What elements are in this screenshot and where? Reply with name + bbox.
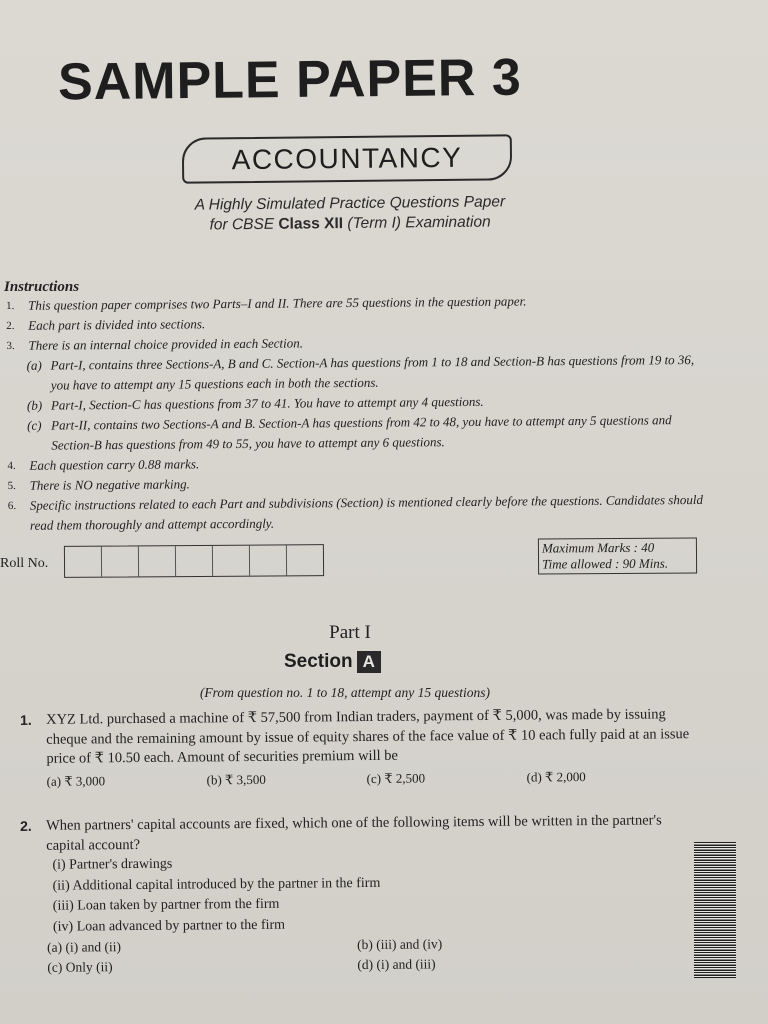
option-c[interactable]: (c) ₹ 2,500 xyxy=(366,769,426,786)
item-text: Specific instructions related to each Part and subdivisions (Section) is mentioned clearly before the questions. Candidates should read them thoroughly and attempt accordingly. xyxy=(29,491,704,533)
time-allowed: Time allowed : 90 Mins. xyxy=(542,555,669,572)
roll-digit-box[interactable] xyxy=(102,546,139,576)
question-number: 1. xyxy=(20,711,32,728)
statement: (ii) Additional capital introduced by the partner in the firm xyxy=(52,875,381,894)
item-number: 6. xyxy=(7,499,17,512)
option-b[interactable]: (b) (iii) and (iv) xyxy=(357,936,443,953)
statement: (i) Partner's drawings xyxy=(52,856,173,873)
instructions-list xyxy=(6,290,708,536)
question-text: XYZ Ltd. purchased a machine of ₹ 57,500 from Indian traders, payment of ₹ 5,000, was made by issuing cheque and the remaining amount by issue of equity shares of the face value of ₹ 10 each fully paid at an issue price of ₹ 10.50 each. Amount of securities premium will be xyxy=(46,706,690,767)
question-2 xyxy=(20,811,701,978)
question-1 xyxy=(20,705,701,791)
tagline-line-1: A Highly Simulated Practice Questions Paper xyxy=(194,193,506,214)
subitem-text: Part-I, Section-C has questions from 37 to 41. You have to attempt any 4 questions. xyxy=(50,393,484,413)
item-number: 5. xyxy=(7,479,16,492)
option-c[interactable]: (c) Only (ii) xyxy=(47,959,113,975)
section-label: Section xyxy=(284,651,353,672)
roll-digit-box[interactable] xyxy=(65,547,102,577)
tagline xyxy=(140,192,560,236)
statement: (iv) Loan advanced by partner to the firm xyxy=(52,917,286,935)
option-a[interactable]: (a) ₹ 3,000 xyxy=(46,772,106,789)
option-d[interactable]: (d) (i) and (iii) xyxy=(357,956,436,973)
subject-badge: ACCOUNTANCY xyxy=(182,134,512,183)
option-b[interactable]: (b) ₹ 3,500 xyxy=(206,771,266,787)
item-text: Each part is divided into sections. xyxy=(28,316,206,333)
question-statements xyxy=(52,850,701,938)
barcode-graphic xyxy=(694,842,736,978)
roll-digit-box[interactable] xyxy=(213,546,250,576)
item-number: 2. xyxy=(6,319,15,332)
question-text: When partners' capital accounts are fixed, which one of the following items will be written in the partner's capital account? xyxy=(46,812,662,854)
item-text: Each question carry 0.88 marks. xyxy=(29,456,200,473)
item-number: 1. xyxy=(6,299,15,312)
option-d[interactable]: (d) ₹ 2,000 xyxy=(526,768,586,785)
option-a[interactable]: (a) (i) and (ii) xyxy=(47,939,122,955)
item-text: This question paper comprises two Parts–I and II. There are 55 questions in the question paper. xyxy=(28,293,527,313)
subitem-label: (b) xyxy=(26,397,43,413)
section-heading xyxy=(284,651,381,673)
item-text: There is NO negative marking. xyxy=(29,476,190,493)
subitem-label: (a) xyxy=(26,357,42,373)
part-heading: Part I xyxy=(329,622,371,643)
question-number: 2. xyxy=(20,817,32,834)
section-instruction: (From question no. 1 to 18, attempt any 15 questions) xyxy=(199,685,491,700)
subitem-text: Part-I, contains three Sections-A, B and C. Section-A has questions from 1 to 18 and Section-B has questions from 19 to 36, you have to attempt any 15 questions each in both the sections. xyxy=(50,351,695,393)
roll-number-label: Roll No. xyxy=(0,556,49,571)
subitem-text: Part-II, contains two Sections-A and B. Section-A has questions from 42 to 48, you have to attempt any 5 questions and Section-B has questions from 49 to 55, you have to attempt any 6 questions. xyxy=(51,412,672,453)
marks-time-box xyxy=(538,537,697,574)
instructions-heading: Instructions xyxy=(4,279,80,295)
section-letter: A xyxy=(357,651,381,673)
roll-digit-box[interactable] xyxy=(287,545,323,575)
instruction-subitem xyxy=(27,410,707,456)
subitem-label: (c) xyxy=(27,417,42,433)
question-options xyxy=(47,932,701,978)
instruction-subitem xyxy=(27,350,707,396)
instruction-item xyxy=(8,490,708,536)
item-number: 3. xyxy=(6,339,15,352)
statement: (iii) Loan taken by partner from the firm xyxy=(52,896,280,914)
roll-digit-box[interactable] xyxy=(139,546,176,576)
page-title: SAMPLE PAPER 3 xyxy=(57,48,523,112)
item-number: 4. xyxy=(7,459,16,472)
question-options xyxy=(47,766,701,791)
roll-digit-box[interactable] xyxy=(176,546,213,576)
roll-number-boxes[interactable] xyxy=(64,544,324,578)
roll-digit-box[interactable] xyxy=(250,545,287,575)
maximum-marks: Maximum Marks : 40 xyxy=(541,539,655,556)
item-text: There is an internal choice provided in each Section. xyxy=(28,335,303,353)
tagline-class: Class XII xyxy=(278,215,344,233)
tagline-post: (Term I) Examination xyxy=(342,213,491,233)
tagline-pre: for CBSE xyxy=(209,215,279,234)
